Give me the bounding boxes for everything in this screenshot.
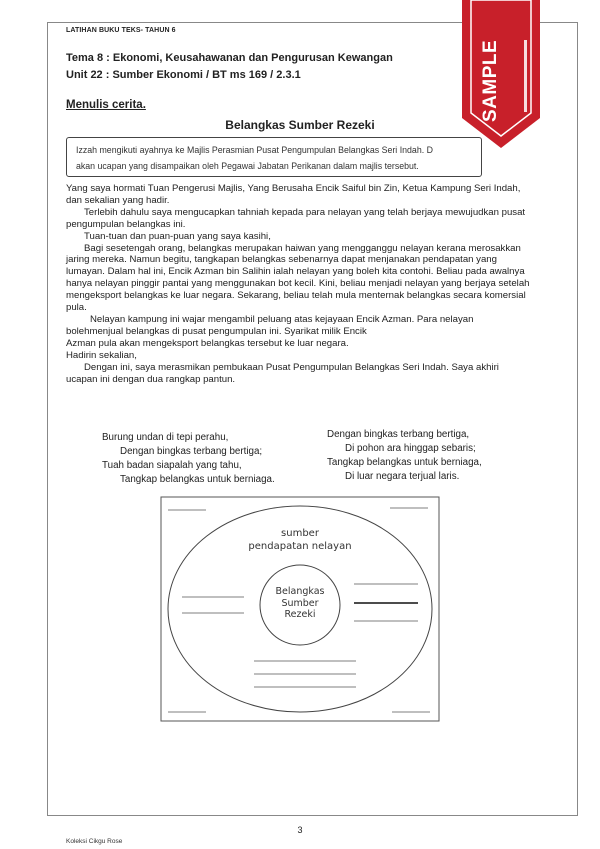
inner-label-line-1: Belangkas (275, 586, 325, 597)
paragraph-opportunity: Nelayan kampung ini wajar mengambil peluang atas kejayaan Encik Azman. Para nelayan bolehmenjual belangkas di pusat pengumpulan ini. Syarikat milik Encik (66, 313, 474, 337)
pantun-line: Di luar negara terjual laris. (345, 471, 460, 482)
footer-credit: Koleksi Cikgu Rose (66, 838, 123, 845)
theme-title: Tema 8 : Ekonomi, Keusahawanan dan Pengurusan Kewangan (66, 52, 393, 64)
outer-label (225, 527, 375, 553)
intro-line-1: Izzah mengikuti ayahnya ke Majlis Perasmian Pusat Pengumpulan Belangkas Seri Indah. D (76, 145, 433, 155)
inner-label-line-3: Rezeki (284, 609, 316, 620)
paragraph-closing: Dengan ini, saya merasmikan pembukaan Pusat Pengumpulan Belangkas Seri Indah. Saya akhiri ucapan ini dengan dua rangkap pantun. (66, 361, 499, 385)
header-label: LATIHAN BUKU TEKS- TAHUN 6 (66, 27, 176, 34)
intro-line-2: akan ucapan yang disampaikan oleh Pegawai Jabatan Perikanan dalam majlis tersebut. (76, 160, 419, 171)
pantun-line: Tuah badan siapalah yang tahu, (102, 460, 242, 471)
activity-heading: Menulis cerita. (66, 99, 146, 111)
paragraph-greeting: Yang saya hormati Tuan Pengerusi Majlis, Yang Berusaha Encik Saiful bin Zin, Ketua Kampung Seri Indah, dan sekalian yang hadir. (66, 183, 521, 206)
page-number: 3 (297, 825, 303, 835)
paragraph-audience: Hadirin sekalian, (66, 349, 137, 361)
paragraph-opportunity-cont: Azman pula akan mengeksport belangkas tersebut ke luar negara. (66, 337, 349, 349)
pantun-line: Dengan bingkas terbang bertiga, (327, 429, 470, 440)
outer-label-line-1: sumber (281, 528, 319, 539)
speech-body (66, 183, 533, 385)
paragraph-congrats: Terlebih dahulu saya mengucapkan tahniah kepada para nelayan yang telah berjaya mewujudkan pusat pengumpulan belangkas ini. (66, 206, 526, 230)
story-title: Belangkas Sumber Rezeki (225, 118, 375, 132)
sample-watermark-text: SAMPLE (480, 39, 501, 122)
intro-text (76, 143, 476, 174)
pantun-left (102, 431, 275, 487)
paragraph-story: Bagi sesetengah orang, belangkas merupakan haiwan yang mengganggu nelayan kerana merosakkan jaring mereka. Namun begitu, tangkapan belangkas sebenarnya dapat menjanakan pendapatan yang lumayan. Dalam hal ini, Encik Azman bin Salihin ialah nelayan yang boleh kita contohi. Beliau pada awalnya hanya nelayan pinggir pantai yang menggunakan bot kecil. Kini, beliau menjadi nelayan yang berjaya setelah mengeksport belangkas ke luar negara. Sekarang, beliau telah mula menternak belangkas secara komersial pula. (66, 242, 530, 314)
inner-label (248, 586, 352, 621)
pantun-line: Tangkap belangkas untuk berniaga, (327, 457, 482, 468)
pantun-line: Burung undan di tepi perahu, (102, 432, 229, 443)
pantun-line: Di pohon ara hinggap sebaris; (345, 443, 476, 454)
pantun-line: Tangkap belangkas untuk berniaga. (120, 474, 275, 485)
inner-label-line-2: Sumber (281, 597, 319, 609)
sample-badge-stripe (524, 40, 527, 112)
pantun-line: Dengan bingkas terbang bertiga; (120, 446, 263, 457)
unit-title: Unit 22 : Sumber Ekonomi / BT ms 169 / 2.3.1 (66, 69, 301, 81)
pantun-right (327, 428, 482, 484)
outer-label-line-2: pendapatan nelayan (248, 541, 352, 552)
paragraph-address: Tuan-tuan dan puan-puan yang saya kasihi, (84, 230, 271, 242)
